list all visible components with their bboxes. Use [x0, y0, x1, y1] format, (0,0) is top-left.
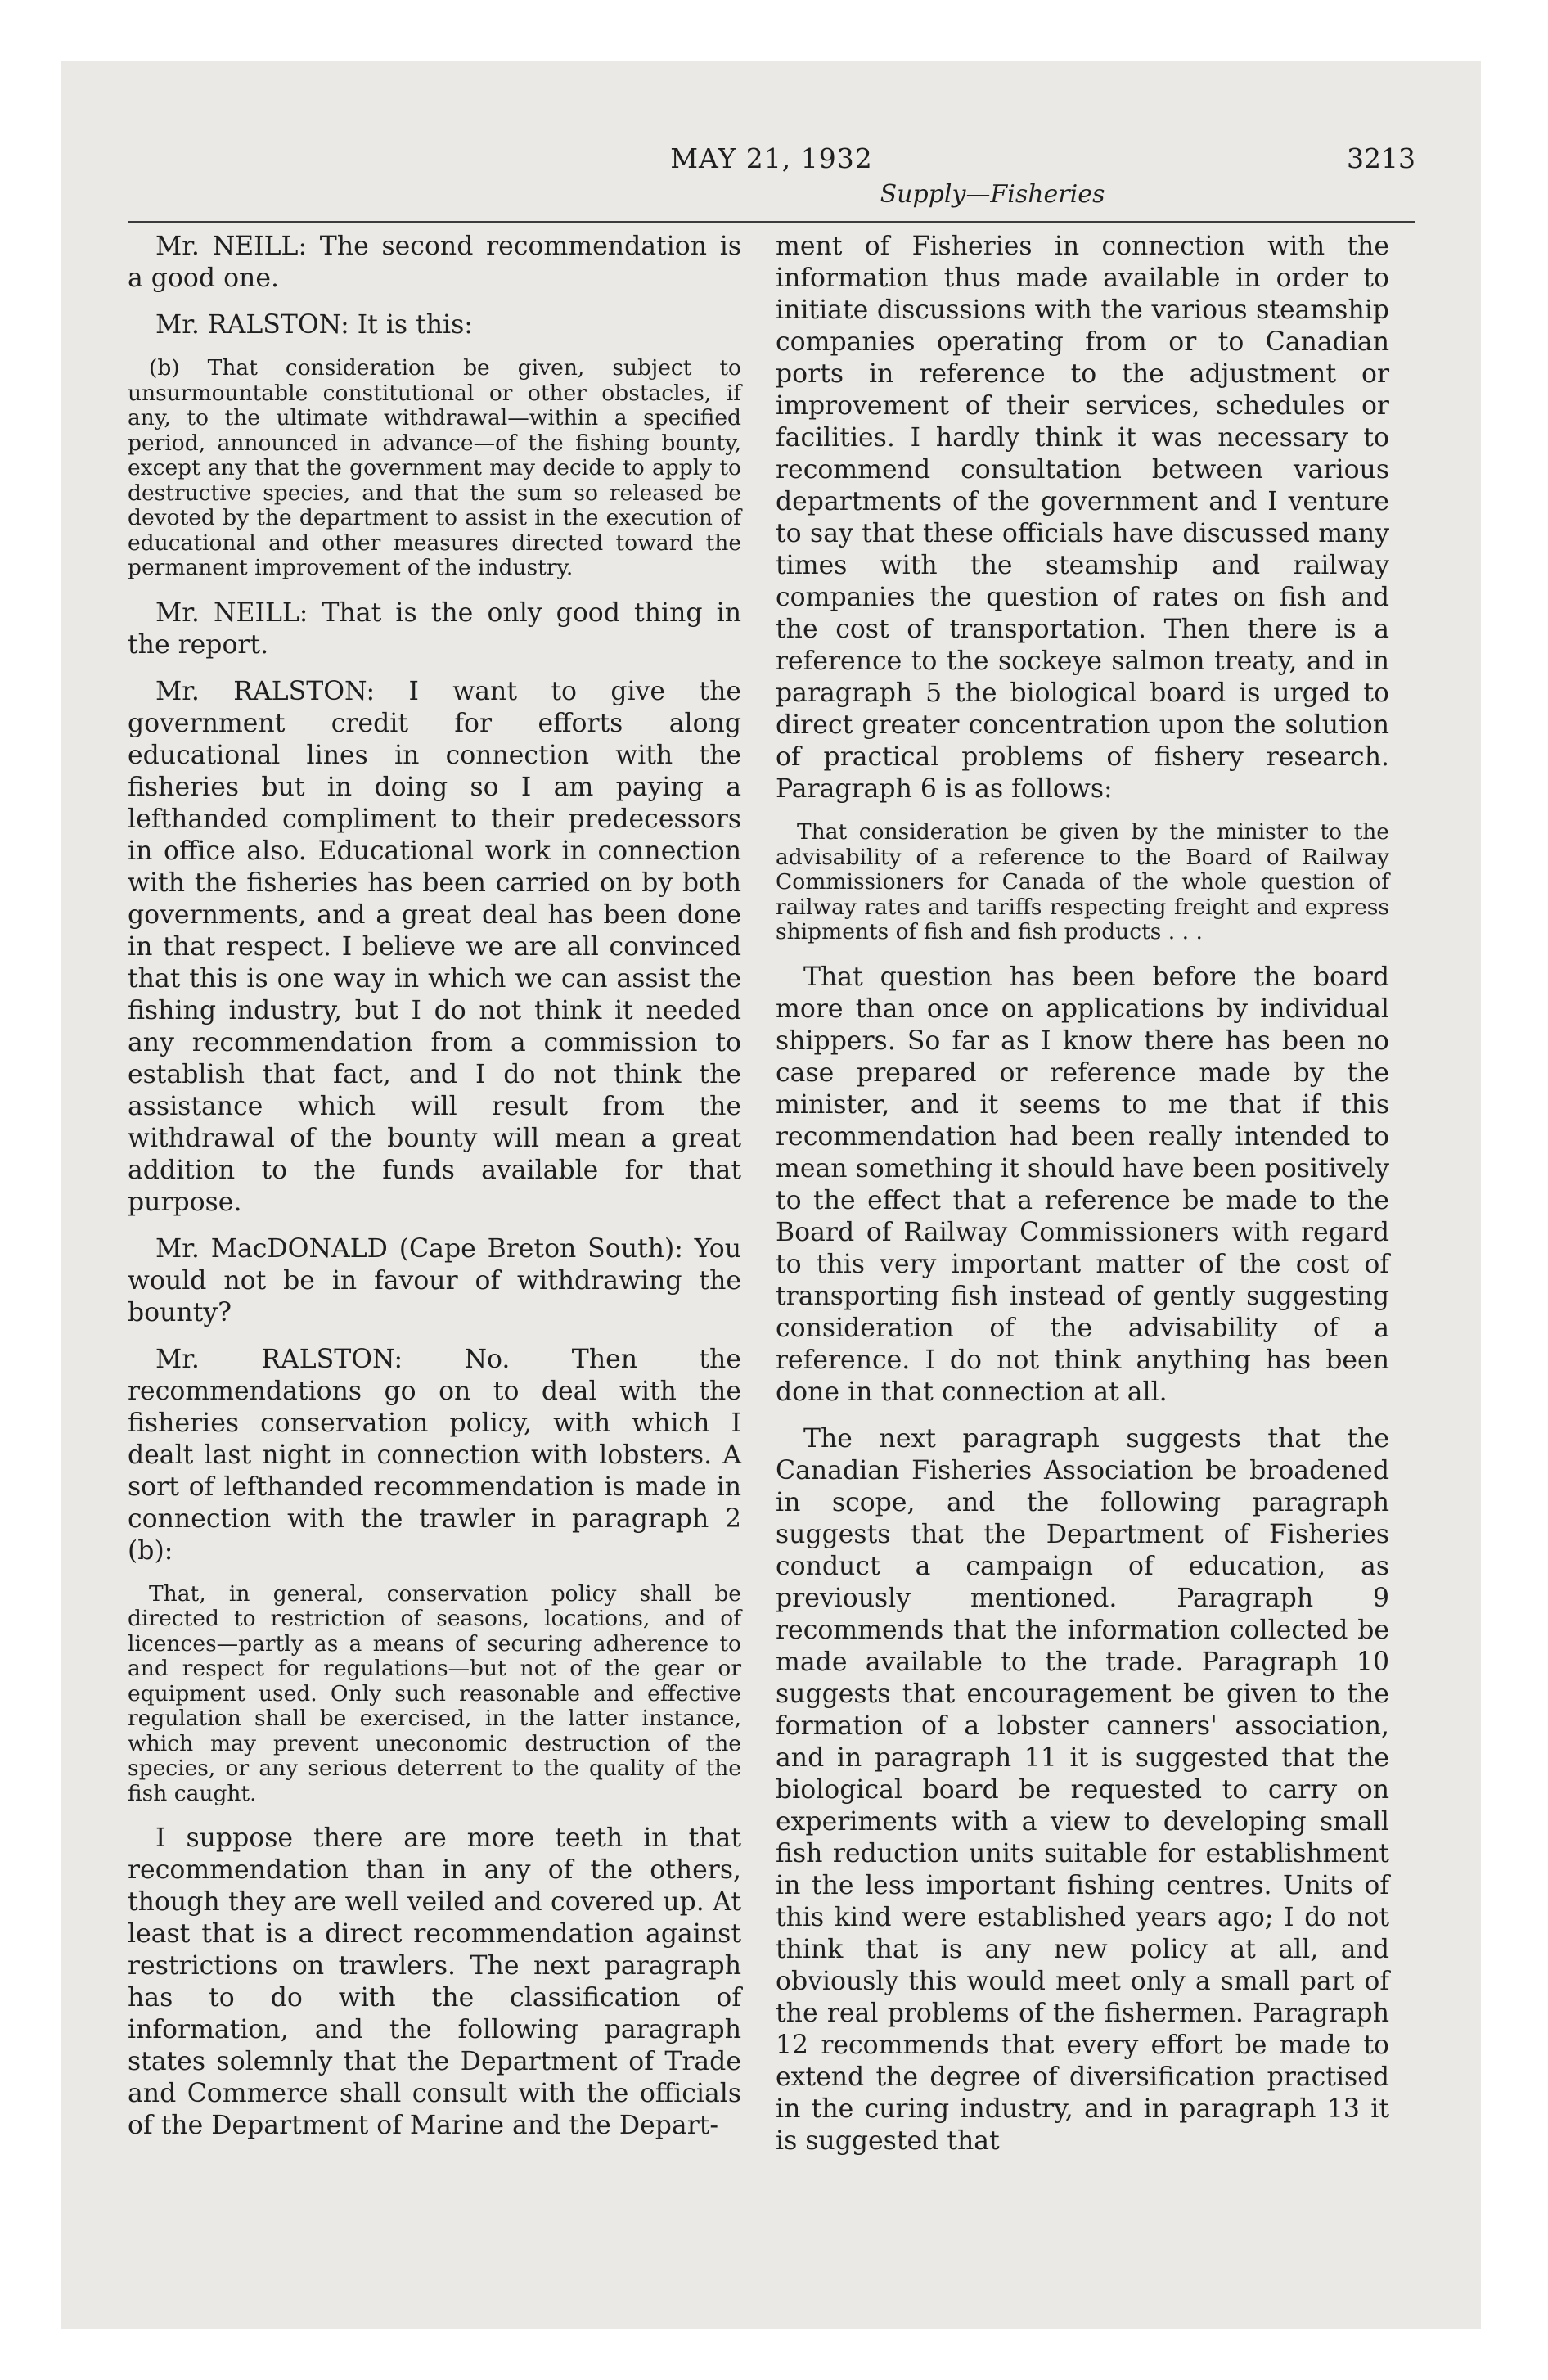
quoted-recommendation: (b) That consideration be given, subject to unsurmountable constitutional or other obstacles, if any, to the ultimate withdrawal—within a specified period, announced in advance—of the fishing bounty, except any that the government may decide to apply to destructive species, and that the sum so released be devoted by the department to assist in the execution of educational and other measures directed toward the permanent improvement of the industry.	[128, 355, 741, 580]
right-column	[776, 231, 1389, 2172]
speech-paragraph: I suppose there are more teeth in that recommendation than in any of the others, though they are well veiled and covered up. At least that is a direct recommendation against restrictions on trawlers. The next paragraph has to do with the classification of information, and the following paragraph states solemnly that the Department of Trade and Commerce shall consult with the officials of the Department of Marine and the Depart-	[128, 1823, 741, 2140]
quoted-recommendation: That consideration be given by the minister to the advisability of a reference to the Board of Railway Commissioners for Canada of the whole question of railway rates and tariffs respecting freight and express shipments of fish and fish products . . .	[776, 819, 1389, 944]
header-date: MAY 21, 1932	[670, 142, 873, 174]
speech-paragraph: Mr. NEILL: The second recommendation is a good one.	[128, 232, 741, 293]
speech-paragraph: Mr. RALSTON: I want to give the government credit for efforts along educational lines in connection with the fisheries but in doing so I am paying a lefthanded compliment to their predecessors in office also. Educational work in connection with the fisheries has been carried on by both governments, and a great deal has been done in that respect. I believe we are all convinced that this is one way in which we can assist the fishing industry, but I do not think it needed any recommendation from a commission to establish that fact, and I do not think the assistance which will result from the withdrawal of the bounty will mean a great addition to the funds available for that purpose.	[128, 676, 741, 1217]
left-column	[128, 231, 741, 2157]
quoted-recommendation: That, in general, conservation policy shall be directed to restriction of seasons, locations, and of licences—partly as a means of securing adherence to and respect for regulations—but not of the gear or equipment used. Only such reasonable and effective regulation shall be exercised, in the latter instance, which may prevent uneconomic destruction of the species, or any serious deterrent to the quality of the fish caught.	[128, 1580, 741, 1806]
continued-paragraph: ment of Fisheries in connection with the information thus made available in order to initiate discussions with the various steamship companies operating from or to Canadian ports in reference to the adjustment or improvement of their services, schedules or facilities. I hardly think it was necessary to recommend consultation between various departments of the government and I venture to say that these officials have discussed many times with the steamship and railway companies the question of rates on fish and the cost of transportation. Then there is a reference to the sockeye salmon treaty, and in paragraph 5 the biological board is urged to direct greater concentration upon the solution of practical problems of fishery research. Paragraph 6 is as follows:	[776, 232, 1389, 804]
speech-paragraph: Mr. MacDONALD (Cape Breton South): You would not be in favour of withdrawing the bounty?	[128, 1233, 741, 1327]
section-heading: Supply—Fisheries	[880, 180, 1105, 209]
page-number: 3213	[1347, 142, 1415, 174]
speech-paragraph: Mr. NEILL: That is the only good thing in the report.	[128, 597, 741, 660]
speech-paragraph: That question has been before the board more than once on applications by individual shippers. So far as I know there has been no case prepared or reference made by the minister, and it seems to me that if this recommendation had been really intended to mean something it should have been positively to the effect that a reference be made to the Board of Railway Commissioners with regard to this very important matter of the cost of transporting fish instead of gently suggesting consideration of the advisability of a reference. I do not think anything has been done in that connection at all.	[776, 962, 1389, 1407]
header-rule	[128, 221, 1415, 223]
speech-paragraph: Mr. RALSTON: It is this:	[155, 310, 473, 340]
speech-paragraph: The next paragraph suggests that the Canadian Fisheries Association be broadened in scope, and the following paragraph suggests that the Department of Fisheries conduct a campaign of education, as previously mentioned. Paragraph 9 recommends that the information collected be made available to the trade. Paragraph 10 suggests that encouragement be given to the formation of a lobster canners' association, and in paragraph 11 it is suggested that the biological board be requested to carry on experiments with a view to developing small fish reduction units suitable for establishment in the less important fishing centres. Units of this kind were established years ago; I do not think that is any new policy at all, and obviously this would meet only a small part of the real problems of the fishermen. Paragraph 12 recommends that every effort be made to extend the degree of diversification practised in the curing industry, and in paragraph 13 it is suggested that	[776, 1423, 1389, 2156]
running-header	[128, 142, 1415, 208]
speech-paragraph: Mr. RALSTON: No. Then the recommendations go on to deal with the fisheries conservation policy, with which I dealt last night in connection with lobsters. A sort of lefthanded recommendation is made in connection with the trawler in paragraph 2 (b):	[128, 1344, 741, 1566]
scanned-page	[61, 61, 1481, 2329]
